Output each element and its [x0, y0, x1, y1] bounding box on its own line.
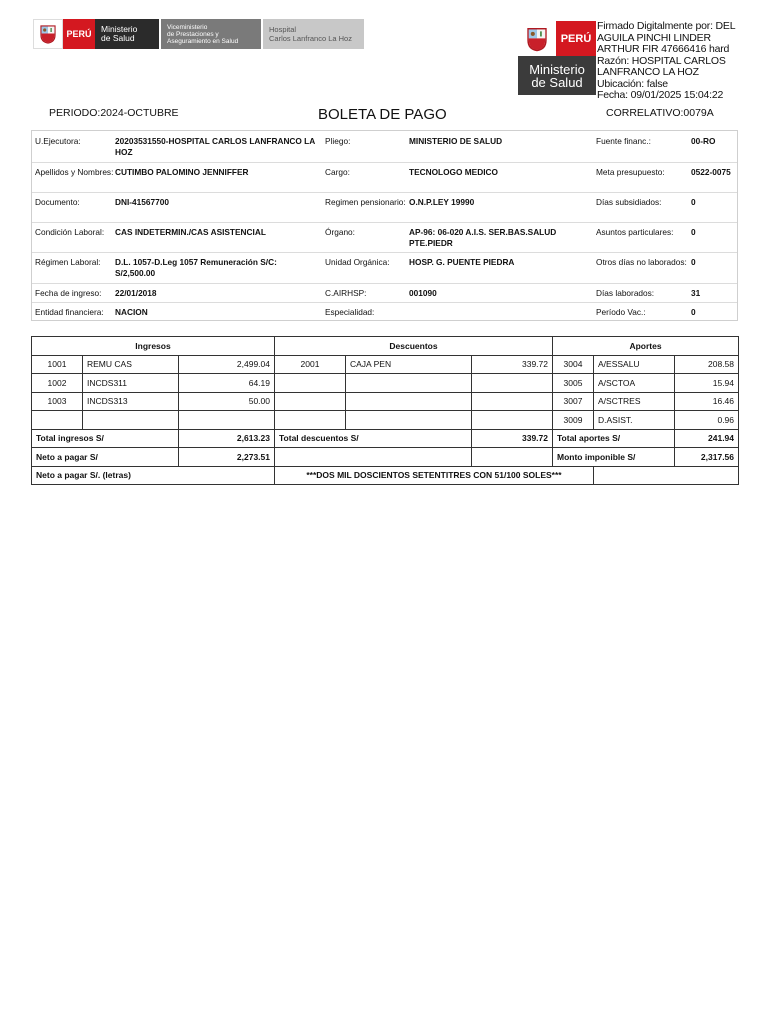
- signature-line: Firmado Digitalmente por: DEL: [597, 20, 736, 32]
- info-label: Cargo:: [325, 167, 350, 177]
- info-row: [32, 252, 737, 284]
- info-row: [32, 131, 737, 162]
- info-label: Condición Laboral:: [35, 227, 105, 237]
- empty-cell: [472, 448, 553, 467]
- info-value: 0: [691, 197, 696, 207]
- info-label: Días laborados:: [596, 288, 655, 298]
- aporte-amount: 0.96: [675, 411, 739, 430]
- signature-line: AGUILA PINCHI LINDER: [597, 31, 711, 44]
- info-value: 31: [691, 288, 701, 298]
- info-row: [32, 162, 737, 193]
- info-label: Apellidos y Nombres:: [35, 167, 114, 177]
- info-row: [32, 222, 737, 253]
- ingreso-amount: [179, 411, 275, 430]
- info-value: 001090: [409, 288, 437, 298]
- neto-label: Neto a pagar S/: [32, 448, 179, 467]
- ingreso-amount: 64.19: [179, 374, 275, 393]
- info-label: Período Vac.:: [596, 307, 646, 317]
- aporte-code: 3005: [553, 374, 594, 393]
- totals-row: [32, 429, 739, 448]
- descuento-concept: [346, 392, 472, 411]
- aporte-concept: A/ESSALU: [594, 355, 675, 374]
- ingreso-code: 1003: [32, 392, 83, 411]
- info-value: 0522-0075: [691, 167, 731, 177]
- peru-coat-of-arms-icon: [518, 21, 556, 56]
- neto-letras-label: Neto a pagar S/. (letras): [32, 466, 275, 485]
- info-value: 0: [691, 227, 696, 237]
- signature-line: Fecha: 09/01/2025 15:04:22: [597, 89, 724, 101]
- payment-table: [31, 336, 739, 485]
- info-label: Entidad financiera:: [35, 307, 104, 317]
- info-value: D.L. 1057-D.Leg 1057 Remuneración S/C: S/2,500.00: [115, 257, 277, 278]
- info-value: TECNOLOGO MEDICO: [409, 167, 498, 177]
- peru-badge: PERÚ: [63, 19, 95, 49]
- monto-imponible-value: 2,317.56: [675, 448, 739, 467]
- descuentos-header: Descuentos: [275, 337, 553, 356]
- correlativo-label: CORRELATIVO:0079A: [606, 107, 714, 119]
- info-row: [32, 192, 737, 223]
- total-ingresos-value: 2,613.23: [179, 429, 275, 448]
- ingreso-concept: INCDS313: [83, 392, 179, 411]
- info-label: Pliego:: [325, 136, 351, 146]
- info-value: O.N.P.LEY 19990: [409, 197, 475, 207]
- signature-line: ARTHUR FIR 47666416 hard: [597, 43, 730, 55]
- peru-coat-of-arms-icon: [33, 19, 63, 49]
- letras-row: [32, 466, 739, 485]
- table-row: [32, 392, 739, 411]
- info-label: Fecha de ingreso:: [35, 288, 102, 298]
- total-aportes-value: 241.94: [675, 429, 739, 448]
- info-label: Días subsidiados:: [596, 197, 662, 207]
- info-label: U.Ejecutora:: [35, 136, 81, 146]
- ingreso-code: [32, 411, 83, 430]
- total-ingresos-label: Total ingresos S/: [32, 429, 179, 448]
- info-label: Documento:: [35, 197, 80, 207]
- descuento-code: [275, 392, 346, 411]
- aporte-code: 3007: [553, 392, 594, 411]
- info-row: [32, 283, 737, 303]
- aportes-header: Aportes: [553, 337, 739, 356]
- ministerio-label: Ministerio de Salud: [95, 19, 159, 49]
- table-header-row: [32, 337, 739, 356]
- ingreso-code: 1002: [32, 374, 83, 393]
- neto-row: [32, 448, 739, 467]
- digital-signature-block: [597, 20, 736, 102]
- periodo-label: PERIODO:2024-OCTUBRE: [49, 107, 179, 119]
- neto-letras-value: ***DOS MIL DOSCIENTOS SETENTITRES CON 51/100 SOLES***: [275, 466, 594, 485]
- descuento-code: [275, 374, 346, 393]
- descuento-code: 2001: [275, 355, 346, 374]
- aporte-code: 3004: [553, 355, 594, 374]
- total-aportes-label: Total aportes S/: [553, 429, 675, 448]
- info-value: 0: [691, 257, 696, 267]
- empty-cell: [275, 448, 472, 467]
- info-label: Regimen pensionario:: [325, 197, 406, 207]
- info-label: Unidad Orgánica:: [325, 257, 390, 267]
- viceministerio-label: Viceministerio de Prestaciones y Aseguramiento en Salud: [161, 19, 261, 49]
- peru-badge: PERÚ: [556, 21, 596, 56]
- info-label: Otros días no laborados:: [596, 257, 687, 267]
- info-row: [32, 302, 737, 321]
- signature-line: Razón: HOSPITAL CARLOS: [597, 54, 726, 67]
- info-value: 22/01/2018: [115, 288, 157, 298]
- descuento-amount: [472, 374, 553, 393]
- aporte-amount: 208.58: [675, 355, 739, 374]
- info-value: AP-96: 06-020 A.I.S. SER.BAS.SALUD PTE.PIEDR: [409, 227, 557, 248]
- info-value: DNI-41567700: [115, 197, 169, 207]
- info-label: Especialidad:: [325, 307, 375, 317]
- descuento-concept: CAJA PEN: [346, 355, 472, 374]
- info-value: HOSP. G. PUENTE PIEDRA: [409, 257, 515, 267]
- empty-cell: [594, 466, 739, 485]
- total-descuentos-label: Total descuentos S/: [275, 429, 472, 448]
- header-banner: [33, 19, 364, 49]
- descuento-concept: [346, 411, 472, 430]
- info-label: Meta presupuesto:: [596, 167, 665, 177]
- aporte-amount: 16.46: [675, 392, 739, 411]
- aporte-concept: A/SCTRES: [594, 392, 675, 411]
- ingreso-amount: 2,499.04: [179, 355, 275, 374]
- ministerio-salud-text: Ministerio de Salud: [518, 56, 596, 95]
- monto-imponible-label: Monto imponible S/: [553, 448, 675, 467]
- table-row: [32, 355, 739, 374]
- ingreso-amount: 50.00: [179, 392, 275, 411]
- info-label: Asuntos particulares:: [596, 227, 674, 237]
- info-label: Fuente financ.:: [596, 136, 651, 146]
- ministerio-salud-logo: [518, 21, 596, 95]
- descuento-code: [275, 411, 346, 430]
- aporte-concept: A/SCTOA: [594, 374, 675, 393]
- ingreso-concept: [83, 411, 179, 430]
- info-value: 00-RO: [691, 136, 716, 146]
- hospital-label: Hospital Carlos Lanfranco La Hoz: [263, 19, 364, 49]
- info-label: Régimen Laboral:: [35, 257, 101, 267]
- total-descuentos-value: 339.72: [472, 429, 553, 448]
- descuento-amount: [472, 411, 553, 430]
- ingresos-header: Ingresos: [32, 337, 275, 356]
- aporte-code: 3009: [553, 411, 594, 430]
- signature-line: LANFRANCO LA HOZ: [597, 66, 699, 78]
- aporte-amount: 15.94: [675, 374, 739, 393]
- info-value: 20203531550-HOSPITAL CARLOS LANFRANCO LA HOZ: [115, 136, 315, 157]
- page-title: BOLETA DE PAGO: [318, 106, 447, 123]
- info-value: CUTIMBO PALOMINO JENNIFFER: [115, 167, 249, 177]
- aporte-concept: D.ASIST.: [594, 411, 675, 430]
- neto-value: 2,273.51: [179, 448, 275, 467]
- info-value: NACION: [115, 307, 148, 317]
- employee-info-box: [31, 130, 738, 321]
- info-value: CAS INDETERMIN./CAS ASISTENCIAL: [115, 227, 266, 237]
- info-label: Órgano:: [325, 227, 355, 237]
- info-value: MINISTERIO DE SALUD: [409, 136, 503, 146]
- descuento-amount: 339.72: [472, 355, 553, 374]
- descuento-concept: [346, 374, 472, 393]
- ingreso-code: 1001: [32, 355, 83, 374]
- ingreso-concept: INCDS311: [83, 374, 179, 393]
- info-label: C.AIRHSP:: [325, 288, 367, 298]
- descuento-amount: [472, 392, 553, 411]
- table-row: [32, 411, 739, 430]
- ingreso-concept: REMU CAS: [83, 355, 179, 374]
- signature-line: Ubicación: false: [597, 77, 668, 90]
- info-value: 0: [691, 307, 696, 317]
- table-row: [32, 374, 739, 393]
